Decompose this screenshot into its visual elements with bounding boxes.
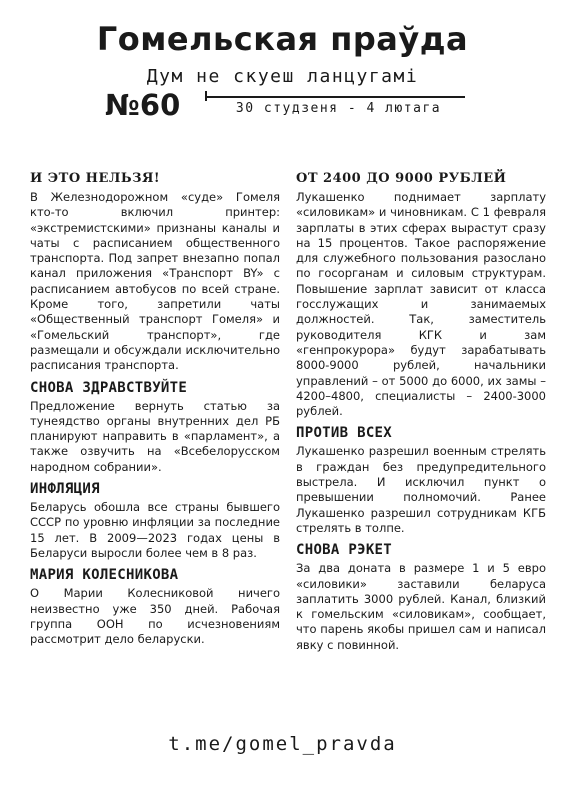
article-body: Лукашенко поднимает зарплату «силовикам» и чиновникам. С 1 февраля зарплаты в этих сферах вырастут сразу на 15 процентов. Такое распоряжение для служебного пользования разослано по госорганам и силовым структурам. Повышение зарплат зависит от класса госслужащих и занимаемых должностей. Так, заместитель руководителя КГК и зам «генпрокурора» будут зарабатывать 8000-9000 рублей, начальники управлений – от 5000 до 6000, их замы – 4200–4800, специалисты – 2400-3000 рублей. — [296, 190, 546, 419]
newspaper-slogan: Дум не скуеш ланцугамі — [146, 66, 419, 87]
article-body: О Марии Колесниковой ничего неизвестно уже 350 дней. Рабочая группа ООН по исчезновениям рассмотрит дело беларуски. — [30, 586, 280, 647]
article-snova-reket — [296, 542, 546, 653]
article-body: Беларусь обошла все страны бывшего СССР по уровню инфляции за последние 15 лет. В 2009—2023 годах цены в Беларуси выросли более чем в 8 раз. — [30, 500, 280, 560]
article-headline: И ЭТО НЕЛЬЗЯ! — [30, 171, 161, 186]
article-headline: СНОВА РЭКЕТ — [296, 542, 393, 559]
article-headline: СНОВА ЗДРАВСТВУЙТЕ — [30, 379, 188, 396]
article-zarplaty — [296, 171, 546, 419]
article-body: За два доната в размере 1 и 5 евро «силовики» заставили беларуса заплатить 3000 рублей. Канал, близкий к гомельским «силовикам», сообщает, что парень якобы пришел сам и написал явку с повинной. — [296, 561, 546, 652]
article-body: В Железнодорожном «суде» Гомеля кто-то включил принтер: «экстремистскими» признаны каналы и чаты с расписанием общественного транспорта. Под запрет внезапно попал канал приложения «Транспорт BY» с расписанием автобусов по всей стране. Кроме того, запретили чаты «Общественный транспорт Гомеля» и «Гомельский транспорт», где размещали и обсуждали исключительно расписания транспорта. — [30, 190, 280, 373]
article-headline: ОТ 2400 ДО 9000 РУБЛЕЙ — [296, 171, 507, 186]
issue-number: №60 — [105, 88, 181, 122]
article-body: Предложение вернуть статью за тунеядство органы внутренних дел РБ планируют направить в «парламент», а также озвучить на «Всебелорусском народном собрании». — [30, 398, 280, 474]
article-headline: ИНФЛЯЦИЯ — [30, 481, 100, 498]
left-column — [30, 171, 280, 653]
article-headline: МАРИЯ КОЛЕСНИКОВА — [30, 567, 179, 584]
issue-dates: 30 студзеня - 4 лютага — [235, 101, 442, 116]
article-kolesnikova — [30, 567, 280, 647]
article-headline: ПРОТИВ ВСЕХ — [296, 425, 393, 442]
article-nelzya — [30, 171, 280, 374]
article-inflyatsiya — [30, 481, 280, 561]
newspaper-title: Гомельская праўда — [96, 20, 469, 58]
telegram-link[interactable]: t.me/gomel_pravda — [168, 733, 397, 755]
right-column — [296, 171, 546, 659]
issue-rule — [205, 96, 465, 98]
article-snova-zdravstvuyte — [30, 380, 280, 475]
article-protiv-vseh — [296, 425, 546, 536]
article-body: Лукашенко разрешил военным стрелять в граждан без предупредительного выстрела. И исключил пункт о превышении полномочий. Ранее Лукашенко разрешил сотрудникам КГБ стрелять в толпе. — [296, 444, 546, 535]
